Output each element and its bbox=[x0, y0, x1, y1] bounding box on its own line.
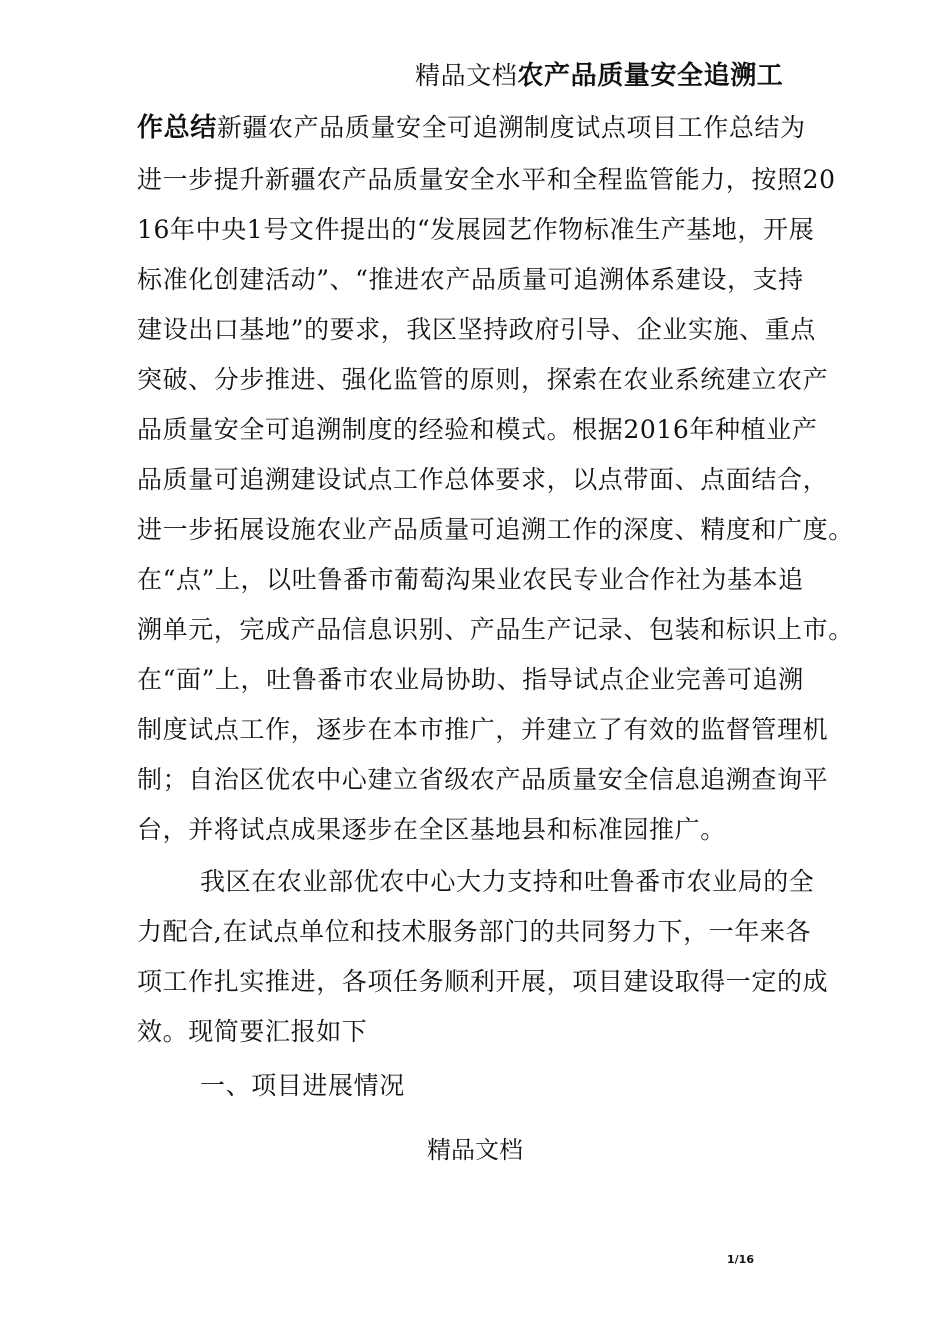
body-text: 新疆农产品质量安全可追溯制度试点项目工作总结为 bbox=[216, 113, 806, 142]
body-line: 品质量安全可追溯制度的经验和模式。根据2016年种植业产 bbox=[137, 415, 818, 444]
body-line: 在“面”上，吐鲁番市农业局协助、指导试点企业完善可追溯 bbox=[137, 665, 804, 694]
header-label: 精品文档 bbox=[415, 61, 518, 90]
body-line: 建设出口基地”的要求，我区坚持政府引导、企业实施、重点 bbox=[137, 315, 816, 344]
body-line bbox=[137, 110, 806, 146]
body-line: 台，并将试点成果逐步在全区基地县和标准园推广。 bbox=[137, 815, 726, 844]
paragraph-line: 项工作扎实推进，各项任务顺利开展，项目建设取得一定的成 bbox=[137, 967, 829, 996]
body-line: 品质量可追溯建设试点工作总体要求，以点带面、点面结合， bbox=[137, 465, 829, 494]
header-line bbox=[415, 58, 783, 94]
body-line: 溯单元，完成产品信息识别、产品生产记录、包装和标识上市。 bbox=[137, 615, 854, 644]
body-line: 突破、分步推进、强化监管的原则，探索在农业系统建立农产 bbox=[137, 365, 829, 394]
body-line: 在“点”上，以吐鲁番市葡萄沟果业农民专业合作社为基本追 bbox=[137, 565, 804, 594]
paragraph-line: 效。现简要汇报如下 bbox=[137, 1017, 368, 1046]
paragraph-line: 我区在农业部优农中心大力支持和吐鲁番市农业局的全 bbox=[200, 867, 815, 896]
body-line: 制度试点工作，逐步在本市推广，并建立了有效的监督管理机 bbox=[137, 715, 829, 744]
section-heading: 一、项目进展情况 bbox=[200, 1071, 405, 1100]
body-line: 进一步提升新疆农产品质量安全水平和全程监管能力，按照20 bbox=[137, 165, 836, 194]
body-line: 16年中央1号文件提出的“发展园艺作物标准生产基地，开展 bbox=[137, 215, 815, 244]
document-title-continued: 作总结 bbox=[137, 113, 217, 143]
page-number: 1/16 bbox=[727, 1253, 754, 1266]
footer-label: 精品文档 bbox=[427, 1136, 523, 1164]
body-line: 进一步拓展设施农业产品质量可追溯工作的深度、精度和广度。 bbox=[137, 515, 854, 544]
body-line: 制；自治区优农中心建立省级农产品质量安全信息追溯查询平 bbox=[137, 765, 829, 794]
document-title: 农产品质量安全追溯工 bbox=[517, 61, 784, 91]
paragraph-line: 力配合,在试点单位和技术服务部门的共同努力下，一年来各 bbox=[137, 917, 812, 946]
body-line: 标准化创建活动”、“推进农产品质量可追溯体系建设，支持 bbox=[137, 265, 804, 294]
